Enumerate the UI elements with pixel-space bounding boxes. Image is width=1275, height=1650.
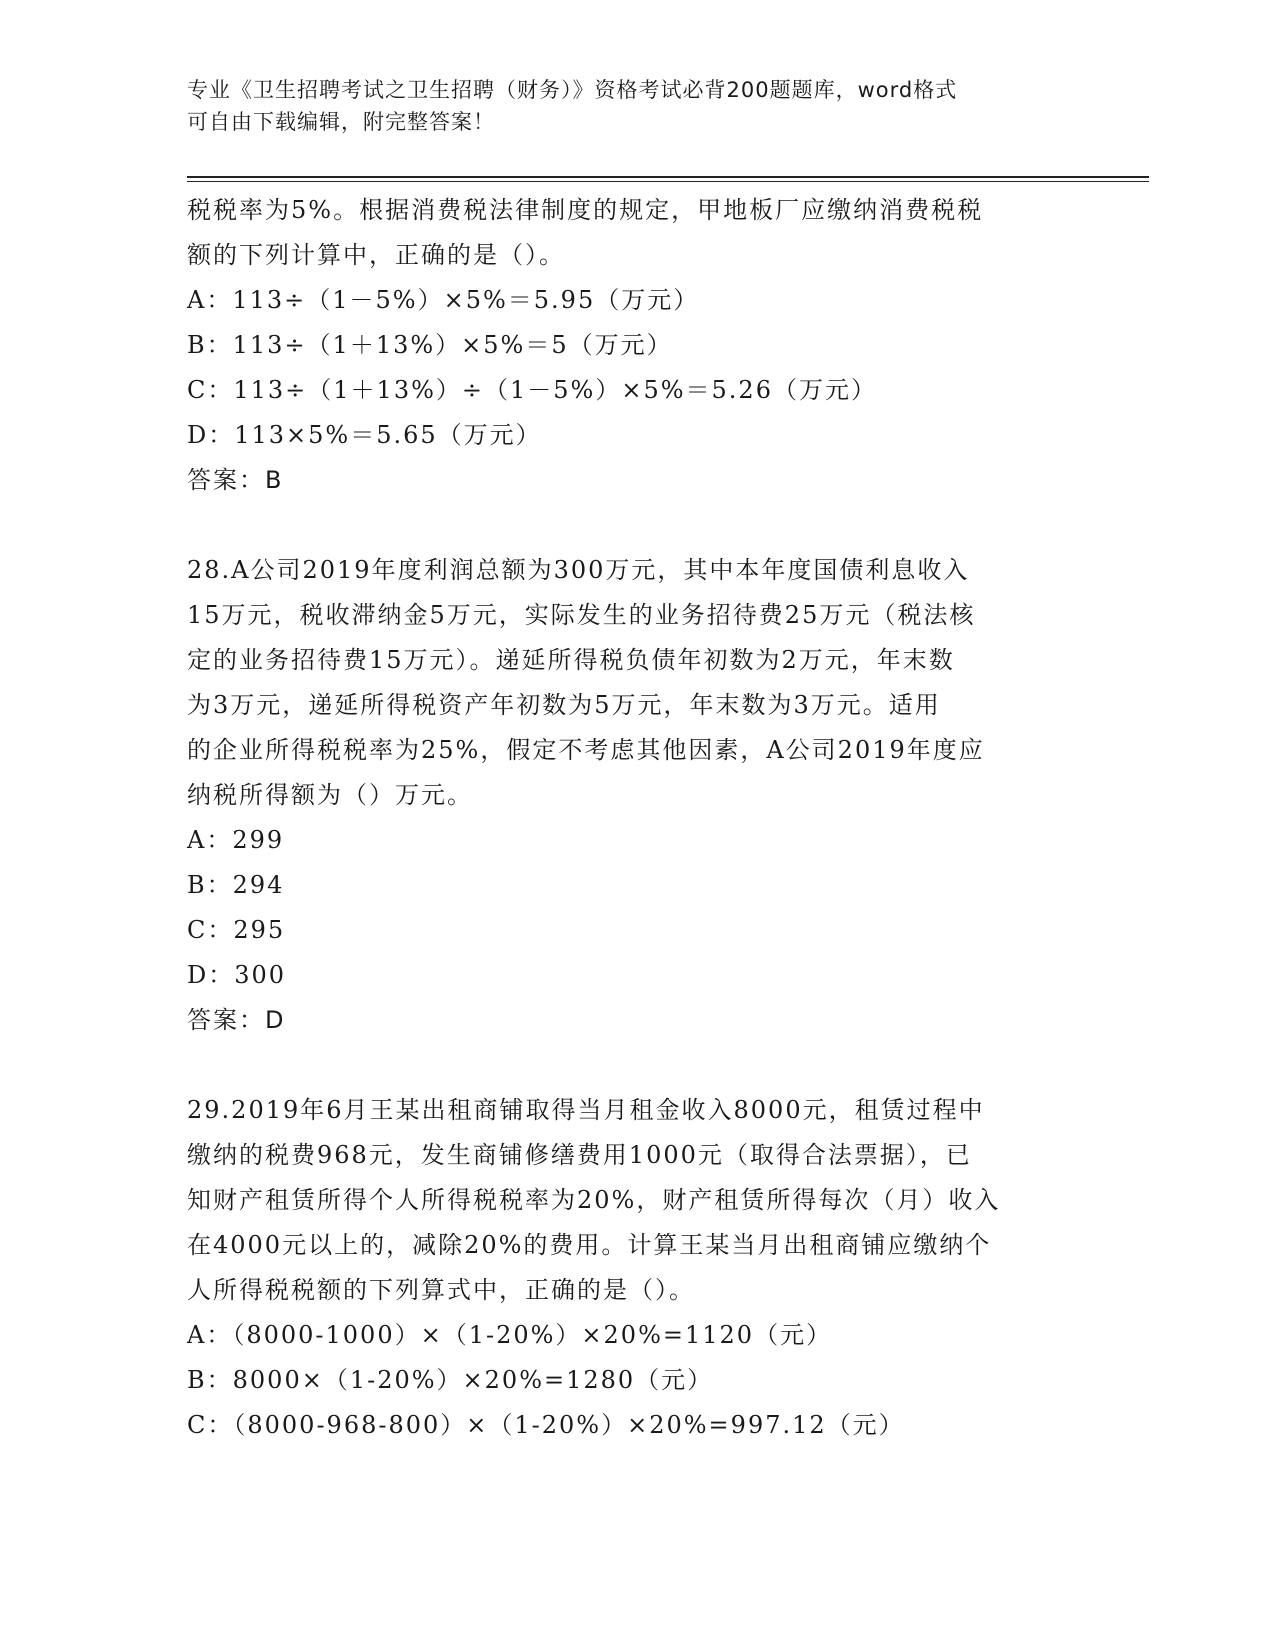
option-a: A：（8000-1000）×（1-20%）×20%=1120（元） [187, 1321, 833, 1349]
question-text-line: 税税率为5%。根据消费税法律制度的规定，甲地板厂应缴纳消费税税 [187, 196, 984, 224]
document-header [187, 74, 1087, 138]
question-text-line: 额的下列计算中，正确的是（）。 [187, 241, 565, 269]
option-b: B：294 [187, 871, 285, 899]
option-c: C：295 [187, 916, 286, 944]
question-29 [187, 1088, 1087, 1448]
question-text-line: 28.A公司2019年度利润总额为300万元，其中本年度国债利息收入 [187, 556, 970, 584]
question-text-line: 定的业务招待费15万元）。递延所得税负债年初数为2万元，年末数 [187, 646, 955, 674]
option-a: A：113÷（1－5%）×5%＝5.95（万元） [187, 286, 700, 314]
option-a: A：299 [187, 826, 285, 854]
header-line-1: 专业《卫生招聘考试之卫生招聘（财务）》资格考试必背200题题库，word格式 [187, 78, 958, 102]
option-d: D：113×5%＝5.65（万元） [187, 421, 542, 449]
header-divider-thick [187, 176, 1149, 178]
option-b: B：8000×（1-20%）×20%=1280（元） [187, 1366, 714, 1394]
document-body [187, 188, 1087, 1448]
question-28 [187, 548, 1087, 1043]
question-text-line: 在4000元以上的，减除20%的费用。计算王某当月出租商铺应缴纳个 [187, 1231, 992, 1259]
option-d: D：300 [187, 961, 287, 989]
question-text-line: 29.2019年6月王某出租商铺取得当月租金收入8000元，租赁过程中 [187, 1096, 985, 1124]
question-text-line: 的企业所得税税率为25%，假定不考虑其他因素，A公司2019年度应 [187, 736, 985, 764]
option-c: C：113÷（1＋13%）÷（1－5%）×5%＝5.26（万元） [187, 376, 877, 404]
question-27 [187, 188, 1087, 503]
option-c: C：（8000-968-800）×（1-20%）×20%=997.12（元） [187, 1411, 905, 1439]
header-divider-thin [187, 181, 1149, 182]
question-text-line: 缴纳的税费968元，发生商铺修缮费用1000元（取得合法票据），已 [187, 1141, 972, 1169]
header-line-2: 可自由下载编辑，附完整答案！ [187, 110, 495, 134]
answer-line: 答案：B [187, 466, 284, 494]
answer-line: 答案：D [187, 1006, 286, 1034]
question-text-line: 人所得税税额的下列算式中，正确的是（）。 [187, 1276, 695, 1304]
question-text-line: 纳税所得额为（）万元。 [187, 781, 473, 809]
question-text-line: 知财产租赁所得个人所得税税率为20%，财产租赁所得每次（月）收入 [187, 1186, 1001, 1214]
question-text-line: 15万元，税收滞纳金5万元，实际发生的业务招待费25万元（税法核 [187, 601, 976, 629]
question-text-line: 为3万元，递延所得税资产年初数为5万元，年末数为3万元。适用 [187, 691, 941, 719]
option-b: B：113÷（1＋13%）×5%＝5（万元） [187, 331, 673, 359]
